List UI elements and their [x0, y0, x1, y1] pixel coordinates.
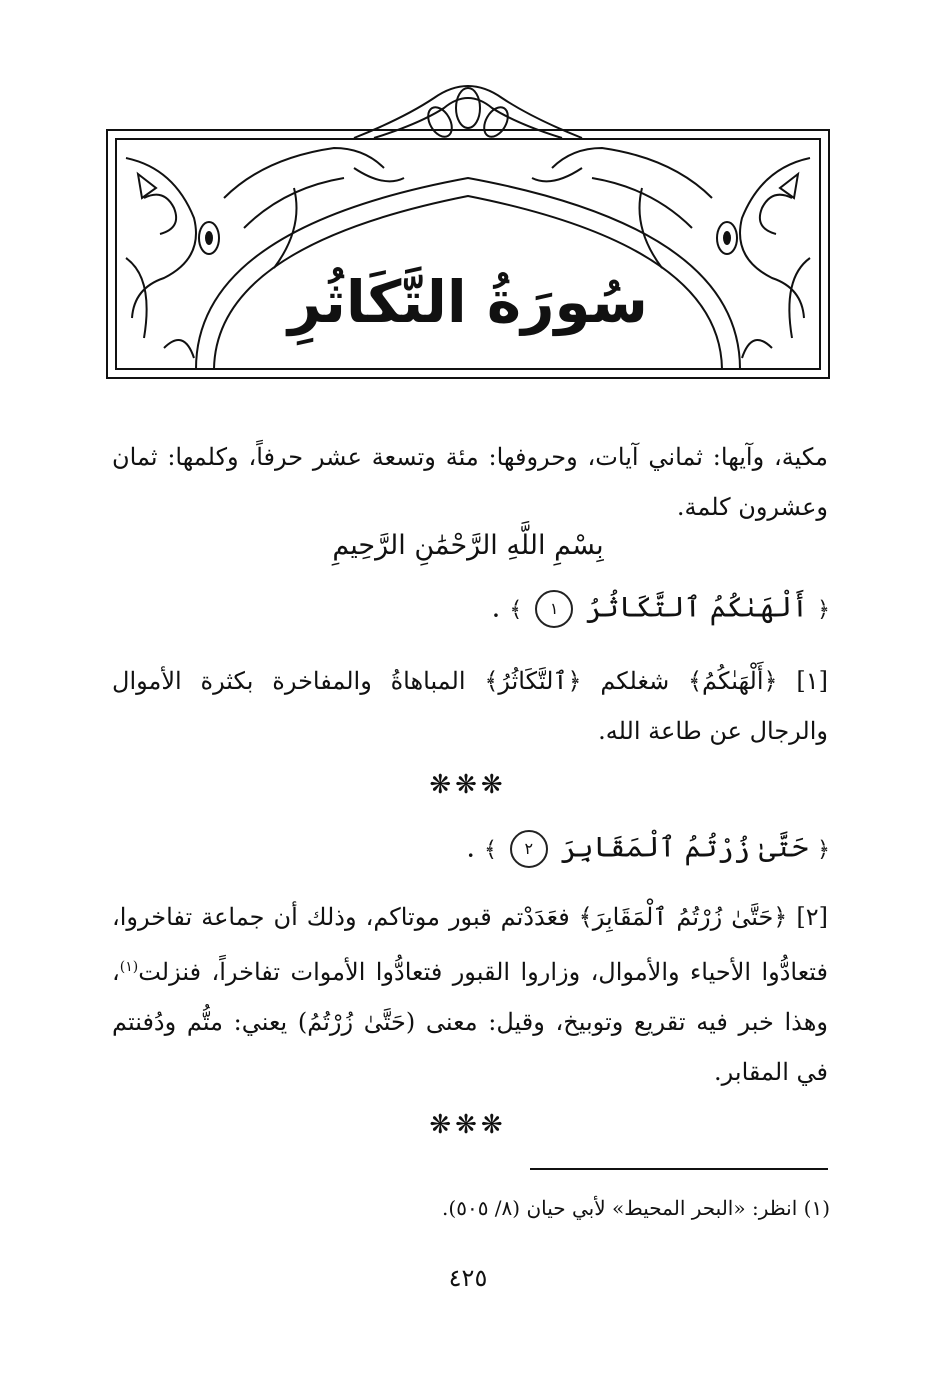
verse-1-open-bracket: ﴿ — [817, 597, 830, 623]
page-number: ٤٢٥ — [448, 1264, 488, 1292]
tafsir-2-text-after: ، وهذا خبر فيه تقريع وتوبيخ، وقيل: معنى (حَتَّىٰ زُرْتُمُ) يعني: متُّم ودُفنتم في المقابر. — [112, 958, 828, 1086]
verse-2-text: حَتَّىٰ زُرْتُمُ ٱلْمَقَابِرَ — [560, 830, 809, 864]
footnote-divider — [530, 1168, 828, 1170]
verse-1-close-bracket: ﴾ — [509, 597, 523, 623]
verse-1-end: . — [491, 590, 501, 624]
surah-title: سُورَةُ التَّكَاثُرِ — [288, 268, 648, 336]
tafsir-1: [١] ﴿أَلْهَىٰكُمُ﴾ شغلكم ﴿ٱلتَّكَاثُرُ﴾ المباهاةُ والمفاخرة بكثرة الأموال والرجال عن طاعة الله. — [112, 667, 829, 745]
verse-2-end: . — [466, 830, 476, 864]
verse-1-text: أَلْهَىٰكُمُ ٱلتَّكَاثُرُ — [586, 590, 809, 624]
footnote — [442, 1196, 830, 1220]
footnote-reference[interactable]: (١) — [119, 959, 139, 975]
surah-intro: مكية، وآيها: ثماني آيات، وحروفها: مئة وتسعة عشر حرفاً، وكلمها: ثمان وعشرون كلمة. — [112, 443, 828, 521]
surah-header-ornament — [104, 78, 832, 384]
verse-1 — [492, 590, 831, 628]
verse-2 — [466, 830, 830, 868]
tafsir-2-text-before: [٢] ﴿حَتَّىٰ زُرْتُمُ ٱلْمَقَابِرَ﴾ فعَدَدْتم قبور موتاكم، وذلك أن جماعة تفاخروا، فتعادُّوا الأحياء والأموال، وزاروا القبور فتعادُّوا الأموات تفاخراً، فنزلت — [112, 903, 828, 986]
footnote-text: انظر: «البحر المحيط» لأبي حيان (٨/ ٥٠٥). — [442, 1196, 798, 1220]
verse-2-open-bracket: ﴿ — [817, 837, 830, 863]
tafsir-2 — [112, 892, 828, 1097]
basmala: بِسْمِ اللَّهِ الرَّحْمَٰنِ الرَّحِيمِ — [332, 530, 604, 561]
separator-1: ❋❋❋ — [429, 770, 507, 800]
ornament-frame-icon — [104, 78, 832, 384]
verse-2-close-bracket: ﴾ — [484, 837, 497, 863]
footnote-marker: (١) — [803, 1196, 830, 1220]
separator-2: ❋❋❋ — [429, 1110, 507, 1140]
verse-2-number: ٢ — [510, 830, 548, 868]
verse-1-number: ١ — [535, 590, 573, 628]
